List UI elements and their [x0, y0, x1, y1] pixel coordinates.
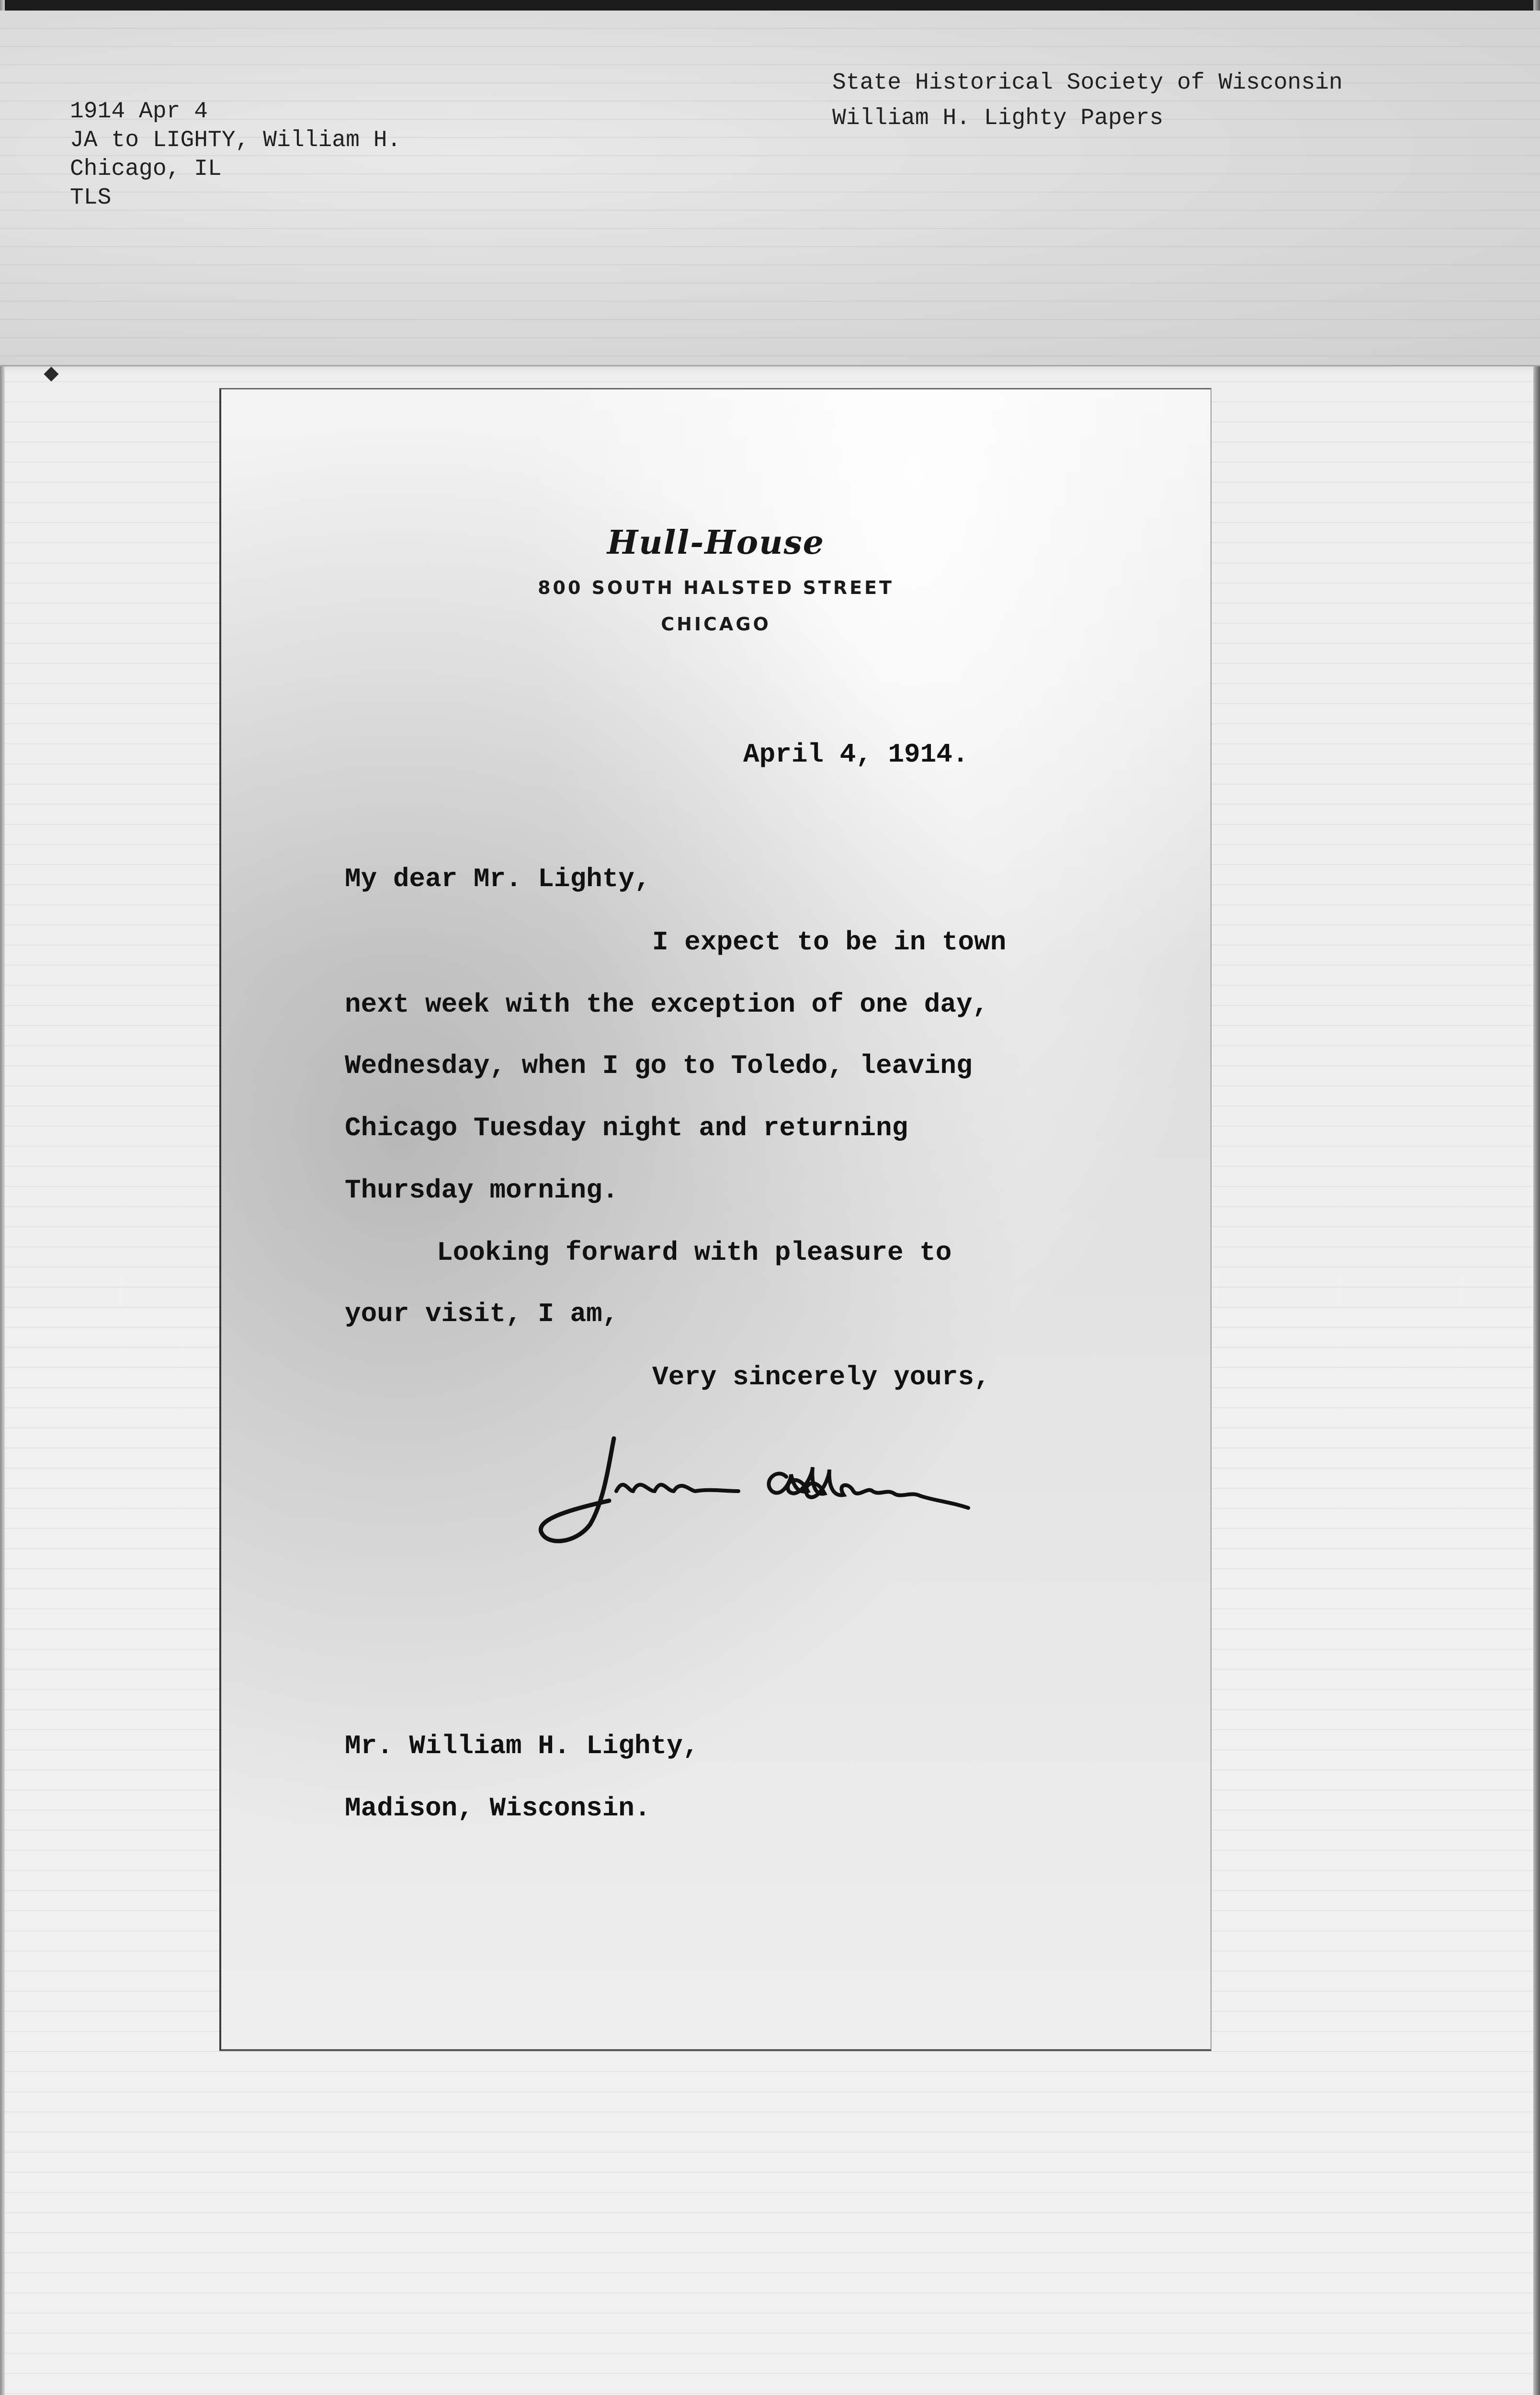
letterhead-street: 800 SOUTH HALSTED STREET	[538, 577, 894, 598]
catalog-collection: William H. Lighty Papers	[832, 105, 1164, 131]
letter-body-line: your visit, I am,	[345, 1299, 619, 1329]
letter-body-line: Looking forward with pleasure to	[437, 1237, 952, 1268]
catalog-date: 1914 Apr 4	[70, 99, 208, 125]
film-edge-top	[0, 0, 1540, 11]
letter-body-line: Thursday morning.	[345, 1175, 619, 1206]
letterhead-city: CHICAGO	[661, 614, 771, 635]
catalog-repository: State Historical Society of Wisconsin	[832, 70, 1343, 96]
letter-body-line: I expect to be in town	[652, 927, 1007, 958]
letter-body-line: Wednesday, when I go to Toledo, leaving	[345, 1050, 973, 1081]
catalog-place: Chicago, IL	[70, 156, 222, 182]
catalog-correspondents: JA to LIGHTY, William H.	[70, 127, 401, 153]
letterhead-name: Hull-House	[607, 524, 825, 562]
letter-date: April 4, 1914.	[743, 739, 969, 770]
letter-body-line: Chicago Tuesday night and returning	[345, 1113, 908, 1143]
catalog-header	[0, 11, 1540, 366]
letter-paper	[219, 388, 1212, 2051]
letter-body-line: next week with the exception of one day,	[345, 989, 989, 1020]
addressee-place: Madison, Wisconsin.	[345, 1793, 651, 1824]
film-mark	[44, 366, 58, 381]
addressee-name: Mr. William H. Lighty,	[345, 1731, 699, 1761]
letter-closing: Very sincerely yours,	[652, 1362, 990, 1392]
catalog-type: TLS	[70, 185, 112, 211]
signature-image	[537, 1419, 1102, 1553]
letter-salutation: My dear Mr. Lighty,	[345, 864, 651, 894]
